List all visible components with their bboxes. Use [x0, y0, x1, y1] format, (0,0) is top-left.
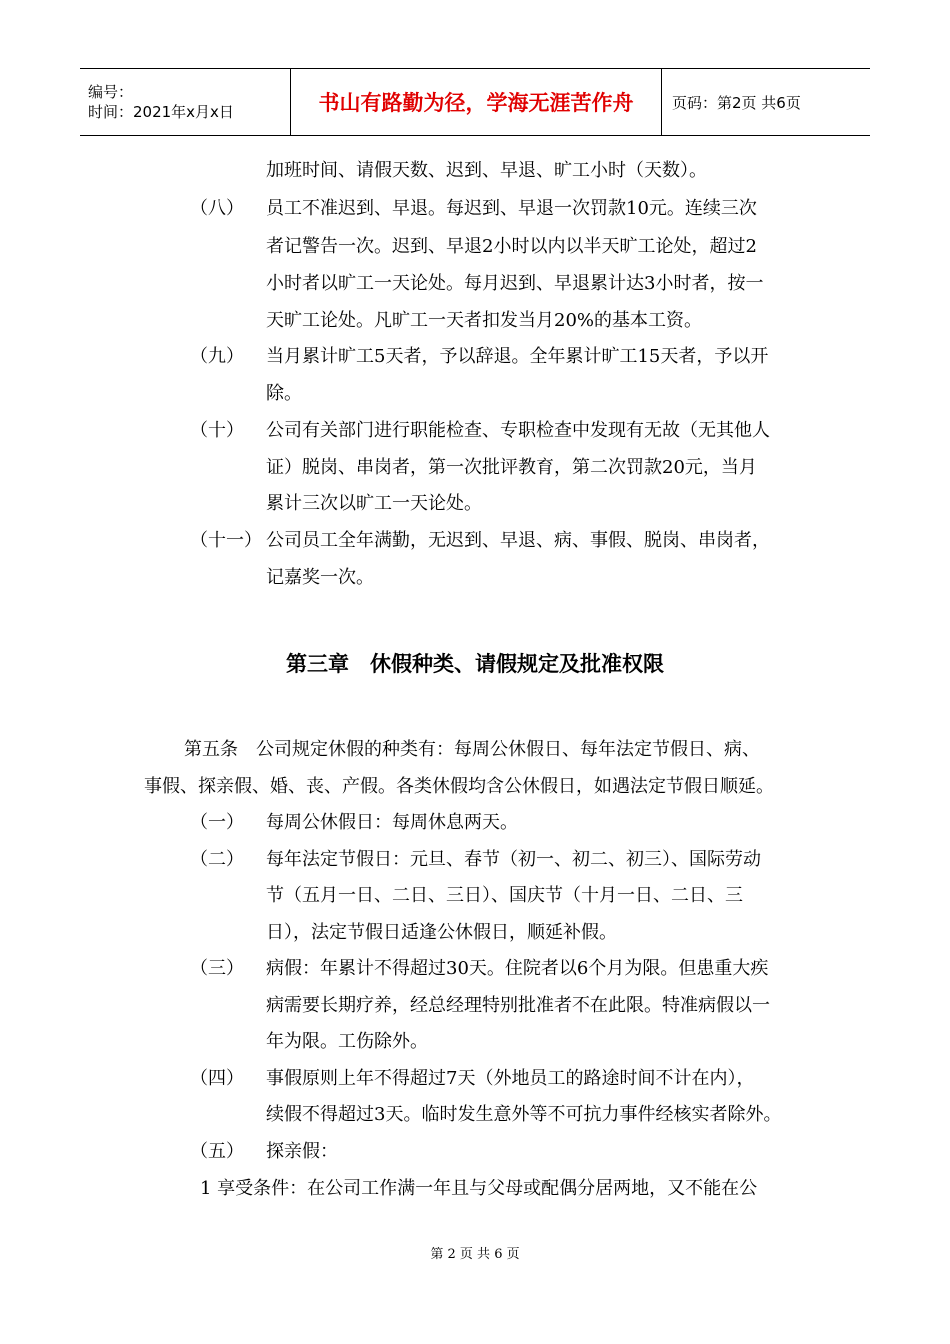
header-page-info: 页码：第2页 共6页: [662, 69, 871, 136]
item-marker-11: （十一）: [190, 530, 262, 551]
time-label: 时间：2021年x月x日: [88, 103, 234, 121]
code-label: 编号：: [88, 83, 134, 101]
item-marker-3: （三）: [190, 958, 244, 979]
article-line: 事假、探亲假、婚、丧、产假。各类休假均含公休假日，如遇法定节假日顺延。: [144, 776, 774, 797]
item-marker-1: （一）: [190, 812, 244, 833]
text-line: 者记警告一次。迟到、早退2小时以内以半天旷工论处，超过2: [266, 236, 757, 257]
text-line: 当月累计旷工5天者，予以辞退。全年累计旷工15天者，予以开: [266, 346, 769, 367]
text-line: 事假原则上年不得超过7天（外地员工的路途时间不计在内），: [266, 1068, 755, 1089]
text-line: 天旷工论处。凡旷工一天者扣发当月20%的基本工资。: [266, 310, 703, 331]
text-line: 证）脱岗、串岗者，第一次批评教育，第二次罚款20元，当月: [266, 457, 757, 478]
text-line: 公司员工全年满勤，无迟到、早退、病、事假、脱岗、串岗者，: [266, 530, 770, 551]
text-line: 每年法定节假日：元旦、春节（初一、初二、初三）、国际劳动: [266, 849, 761, 870]
text-line: 探亲假：: [266, 1141, 338, 1162]
text-line: 员工不准迟到、早退。每迟到、早退一次罚款10元。连续三次: [266, 198, 757, 219]
article-line: 第五条 公司规定休假的种类有：每周公休假日、每年法定节假日、病、: [184, 739, 760, 760]
text-line: 累计三次以旷工一天论处。: [266, 493, 482, 514]
text-line: 节（五月一日、二日、三日）、国庆节（十月一日、二日、三: [266, 885, 743, 906]
text-line: 病需要长期疗养，经总经理特别批准者不在此限。特准病假以一: [266, 995, 770, 1016]
text-line: 日），法定节假日适逢公休假日，顺延补假。: [266, 922, 617, 943]
header-meta: [80, 69, 291, 136]
text-line: 加班时间、请假天数、迟到、早退、旷工小时（天数）。: [266, 160, 707, 181]
text-line: 1 享受条件：在公司工作满一年且与父母或配偶分居两地，又不能在公: [200, 1178, 758, 1199]
text-line: 记嘉奖一次。: [266, 567, 374, 588]
text-line: 年为限。工伤除外。: [266, 1031, 428, 1052]
header-motto: 书山有路勤为径，学海无涯苦作舟: [291, 69, 662, 136]
item-marker-4: （四）: [190, 1068, 244, 1089]
item-marker-8: （八）: [190, 198, 244, 219]
text-line: 除。: [266, 383, 302, 404]
item-marker-2: （二）: [190, 849, 244, 870]
text-line: 小时者以旷工一天论处。每月迟到、早退累计达3小时者，按一: [266, 273, 764, 294]
item-marker-5: （五）: [190, 1141, 244, 1162]
item-marker-9: （九）: [190, 346, 244, 367]
text-line: 每周公休假日：每周休息两天。: [266, 812, 518, 833]
text-line: 续假不得超过3天。临时发生意外等不可抗力事件经核实者除外。: [266, 1104, 782, 1125]
item-marker-10: （十）: [190, 420, 244, 441]
text-line: 病假：年累计不得超过30天。住院者以6个月为限。但患重大疾: [266, 958, 769, 979]
chapter-heading: 第三章 休假种类、请假规定及批准权限: [286, 652, 664, 676]
text-line: 公司有关部门进行职能检查、专职检查中发现有无故（无其他人: [266, 420, 770, 441]
document-header: [80, 68, 870, 136]
page-footer: 第 2 页 共 6 页: [430, 1247, 520, 1262]
